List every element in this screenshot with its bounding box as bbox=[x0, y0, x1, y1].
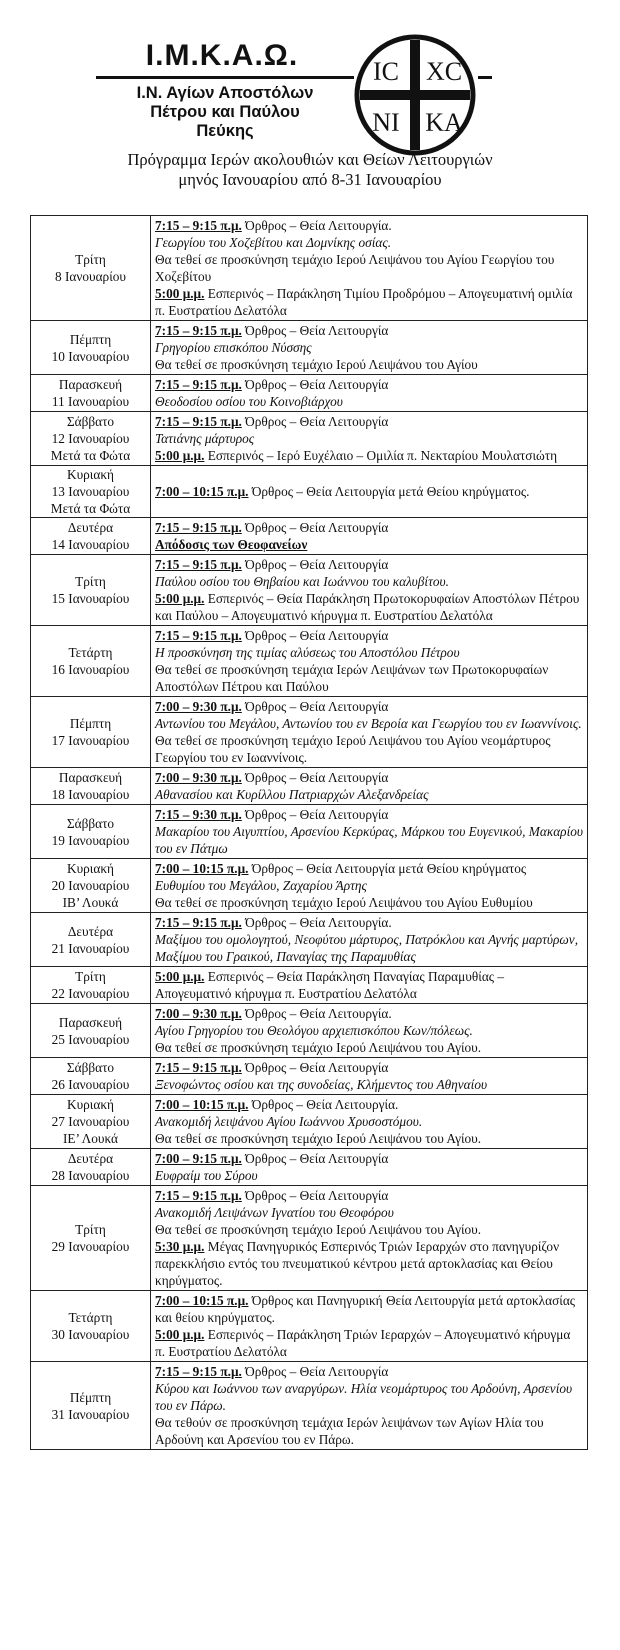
schedule-row bbox=[31, 1362, 588, 1450]
service-line bbox=[155, 1238, 583, 1289]
service-line bbox=[155, 894, 583, 911]
day-cell bbox=[31, 1186, 151, 1291]
title-line: Πρόγραμμα Ιερών ακολουθιών και Θείων Λειτουργιών bbox=[127, 150, 493, 169]
service-description: Εσπερινός – Ιερό Ευχέλαιο – Ομιλία π. Νεκταρίου Μουλατσιώτη bbox=[204, 448, 558, 463]
day-label: 22 Ιανουαρίου bbox=[51, 986, 130, 1001]
service-time: 7:00 – 9:30 π.μ. bbox=[155, 1006, 242, 1021]
services-cell bbox=[151, 466, 588, 518]
service-description: Όρθρος – Θεία Λειτουργία bbox=[241, 323, 389, 338]
service-line bbox=[155, 732, 583, 766]
feast-name: Τατιάνης μάρτυρος bbox=[155, 431, 255, 446]
service-time: 7:00 – 10:15 π.μ. bbox=[155, 1293, 249, 1308]
feast-name: Παύλου οσίου του Θηβαίου και Ιωάννου του καλυβίτου. bbox=[155, 574, 449, 589]
day-cell bbox=[31, 967, 151, 1004]
day-label: 11 Ιανουαρίου bbox=[51, 394, 130, 409]
day-cell bbox=[31, 321, 151, 375]
services-cell bbox=[151, 321, 588, 375]
service-line bbox=[155, 573, 583, 590]
service-time: 7:15 – 9:15 π.μ. bbox=[155, 377, 242, 392]
service-description: Εσπερινός – Παράκληση Τριών Ιεραρχών – Απογευματινό κήρυγμα π. Ευστρατίου Δελατόλα bbox=[155, 1327, 571, 1359]
service-time: 7:15 – 9:15 π.μ. bbox=[155, 1188, 242, 1203]
service-line bbox=[155, 1221, 583, 1238]
service-line bbox=[155, 217, 583, 234]
feast-name: Γρηγορίου επισκόπου Νύσσης bbox=[155, 340, 312, 355]
service-time: 7:15 – 9:15 π.μ. bbox=[155, 323, 242, 338]
service-note: Θα τεθούν σε προσκύνηση τεμάχια Ιερών λειψάνων των Αγίων Ηλία του Αρδούνη και Αρσενίου του εν Πάρω. bbox=[155, 1415, 544, 1447]
service-description: Όρθρος – Θεία Λειτουργία bbox=[241, 520, 389, 535]
feast-name: Αγίου Γρηγορίου του Θεολόγου αρχιεπισκόπου Κων/πόλεως. bbox=[155, 1023, 473, 1038]
service-description: Όρθρος – Θεία Λειτουργία bbox=[241, 377, 389, 392]
service-time: 5:00 μ.μ. bbox=[155, 591, 205, 606]
service-line bbox=[155, 1187, 583, 1204]
schedule-row bbox=[31, 805, 588, 859]
service-line bbox=[155, 1414, 583, 1448]
service-description: Όρθρος – Θεία Λειτουργία bbox=[241, 1188, 389, 1203]
day-cell bbox=[31, 412, 151, 466]
service-line bbox=[155, 1363, 583, 1380]
services-cell bbox=[151, 1291, 588, 1362]
day-cell bbox=[31, 1362, 151, 1450]
services-cell bbox=[151, 805, 588, 859]
service-line bbox=[155, 931, 583, 965]
service-line bbox=[155, 715, 583, 732]
schedule-title bbox=[0, 150, 620, 190]
brand-title: Ι.Μ.Κ.Α.Ω. bbox=[145, 39, 299, 72]
service-description: Όρθρος – Θεία Λειτουργία. bbox=[241, 218, 392, 233]
service-line bbox=[155, 1292, 583, 1326]
day-label: Πέμπτη bbox=[69, 716, 112, 731]
service-time: 7:00 – 9:15 π.μ. bbox=[155, 1151, 242, 1166]
day-label: 29 Ιανουαρίου bbox=[51, 1239, 130, 1254]
day-label: 16 Ιανουαρίου bbox=[51, 662, 130, 677]
service-line bbox=[155, 590, 583, 624]
day-label: Τρίτη bbox=[75, 252, 106, 267]
service-line bbox=[155, 627, 583, 644]
service-line bbox=[155, 339, 583, 356]
feast-name: Γεωργίου του Χοζεβίτου και Δομνίκης οσίας. bbox=[155, 235, 392, 250]
schedule-row bbox=[31, 1291, 588, 1362]
service-description: Όρθρος – Θεία Λειτουργία bbox=[241, 1060, 389, 1075]
service-time: 5:00 μ.μ. bbox=[155, 448, 205, 463]
service-line bbox=[155, 1096, 583, 1113]
day-label: Τρίτη bbox=[75, 1222, 106, 1237]
services-cell bbox=[151, 1004, 588, 1058]
service-description: Μέγας Πανηγυρικός Εσπερινός Τριών Ιεραρχών στο πανηγυρίζον παρεκκλήσιο εντός του πνευματικού κέντρου μετά αρτοκλασίας και Θείου κηρύγματος. bbox=[155, 1239, 560, 1288]
day-label: Τετάρτη bbox=[68, 645, 113, 660]
service-line bbox=[155, 786, 583, 803]
schedule-row bbox=[31, 1058, 588, 1095]
service-line bbox=[155, 536, 583, 553]
schedule-row bbox=[31, 697, 588, 768]
service-note: Θα τεθεί σε προσκύνηση τεμάχιο Ιερού Λειψάνου του Αγίου. bbox=[155, 1131, 482, 1146]
schedule-row bbox=[31, 466, 588, 518]
service-description: Όρθρος – Θεία Λειτουργία bbox=[241, 414, 389, 429]
services-cell bbox=[151, 768, 588, 805]
seal-ni: ΝΙ bbox=[372, 108, 400, 137]
day-label: 19 Ιανουαρίου bbox=[51, 832, 130, 848]
service-line bbox=[155, 698, 583, 715]
service-description: Όρθρος – Θεία Λειτουργία bbox=[241, 807, 389, 822]
services-cell bbox=[151, 412, 588, 466]
service-line bbox=[155, 877, 583, 894]
service-line bbox=[155, 823, 583, 857]
day-label: Τρίτη bbox=[75, 574, 106, 589]
service-note: Θα τεθεί σε προσκύνηση τεμάχιο Ιερού Λειψάνου του Αγίου νεομάρτυρος Γεωργίου του εν Ιωαννίνοις. bbox=[155, 733, 551, 765]
service-time: 7:00 – 9:30 π.μ. bbox=[155, 770, 242, 785]
church-name bbox=[96, 84, 354, 141]
service-line bbox=[155, 285, 583, 319]
day-label: 31 Ιανουαρίου bbox=[51, 1406, 130, 1422]
schedule-row bbox=[31, 412, 588, 466]
service-time: 5:00 μ.μ. bbox=[155, 969, 205, 984]
feast-name: Θεοδοσίου οσίου του Κοινοβιάρχου bbox=[155, 394, 343, 409]
day-cell bbox=[31, 216, 151, 321]
service-line bbox=[155, 413, 583, 430]
schedule-row bbox=[31, 913, 588, 967]
feast-name: Μακαρίου του Αιγυπτίου, Αρσενίου Κερκύρας, Μάρκου του Ευγενικού, Μακαρίου του εν Πάτμω bbox=[155, 824, 584, 856]
day-cell bbox=[31, 518, 151, 555]
service-time: 7:00 – 9:30 π.μ. bbox=[155, 699, 242, 714]
service-note: Θα τεθεί σε προσκύνηση τεμάχιο Ιερού Λειψάνου του Αγίου. bbox=[155, 1222, 482, 1237]
service-description: Εσπερινός – Παράκληση Τιμίου Προδρόμου – Απογευματινή ομιλία π. Ευστρατίου Δελατόλα bbox=[155, 286, 573, 318]
services-cell bbox=[151, 518, 588, 555]
day-label: Κυριακή bbox=[66, 861, 115, 876]
service-line bbox=[155, 1167, 583, 1184]
service-note: Θα τεθεί σε προσκύνηση τεμάχιο Ιερού Λειψάνου του Αγίου bbox=[155, 357, 478, 372]
day-label: Δευτέρα bbox=[67, 520, 114, 535]
service-time: 7:15 – 9:15 π.μ. bbox=[155, 520, 242, 535]
schedule-row bbox=[31, 1149, 588, 1186]
schedule-row bbox=[31, 1004, 588, 1058]
feast-name: Αθανασίου και Κυρίλλου Πατριαρχών Αλεξανδρείας bbox=[155, 787, 429, 802]
services-cell bbox=[151, 1058, 588, 1095]
day-cell bbox=[31, 697, 151, 768]
day-cell bbox=[31, 466, 151, 518]
service-line bbox=[155, 234, 583, 251]
service-line bbox=[155, 769, 583, 786]
feast-name: Μαξίμου του ομολογητού, Νεοφύτου μάρτυρος, Πατρόκλου και Αγνής μαρτύρων, Μαξίμου του Γραικού, Παναγίας της Παραμυθίας bbox=[155, 932, 579, 964]
service-description: Εσπερινός – Θεία Παράκληση Παναγίας Παραμυθίας – Απογευματινό κήρυγμα π. Ευστρατίου Δελατόλα bbox=[155, 969, 505, 1001]
service-line bbox=[155, 1039, 583, 1056]
service-line bbox=[155, 1059, 583, 1076]
service-description: Εσπερινός – Θεία Παράκληση Πρωτοκορυφαίων Αποστόλων Πέτρου και Παύλου – Απογευματινό κήρυγμα π. Ευστρατίου Δελατόλα bbox=[155, 591, 580, 623]
day-label: ΙΒ’ Λουκά bbox=[62, 895, 119, 910]
seal-ic: ΙC bbox=[373, 57, 399, 86]
ic-xc-nika-cross-icon bbox=[352, 32, 478, 158]
service-line bbox=[155, 430, 583, 447]
header bbox=[0, 0, 620, 205]
services-cell bbox=[151, 555, 588, 626]
feast-name: Η προσκύνηση της τιμίας αλύσεως του Αποστόλου Πέτρου bbox=[155, 645, 460, 660]
service-line bbox=[155, 356, 583, 373]
day-label: 25 Ιανουαρίου bbox=[51, 1031, 130, 1047]
service-description: Όρθρος – Θεία Λειτουργία. bbox=[241, 915, 392, 930]
day-label: 15 Ιανουαρίου bbox=[51, 591, 130, 606]
service-description: Όρθρος και Πανηγυρική Θεία Λειτουργία μετά αρτοκλασίας και θείου κηρύγματος. bbox=[155, 1293, 576, 1325]
service-line bbox=[155, 519, 583, 536]
schedule-row bbox=[31, 216, 588, 321]
day-label: 21 Ιανουαρίου bbox=[51, 940, 130, 956]
feast-name: Ανακομιδή λειψάνου Αγίου Ιωάννου Χρυσοστόμου. bbox=[155, 1114, 423, 1129]
service-line bbox=[155, 447, 583, 464]
service-description: Όρθρος – Θεία Λειτουργία μετά Θείου κηρύγματος. bbox=[248, 484, 530, 499]
services-cell bbox=[151, 1095, 588, 1149]
day-label: Δευτέρα bbox=[67, 1151, 114, 1166]
service-line bbox=[155, 1380, 583, 1414]
day-cell bbox=[31, 913, 151, 967]
feast-name: Ξενοφώντος οσίου και της συνοδείας, Κλήμεντος του Αθηναίου bbox=[155, 1077, 488, 1092]
day-label: 20 Ιανουαρίου bbox=[51, 878, 130, 893]
day-label: Πέμπτη bbox=[69, 1389, 112, 1405]
service-line bbox=[155, 251, 583, 285]
day-label: Μετά τα Φώτα bbox=[50, 501, 131, 516]
day-label: 30 Ιανουαρίου bbox=[51, 1327, 130, 1342]
services-cell bbox=[151, 1186, 588, 1291]
service-line bbox=[155, 376, 583, 393]
service-time: 5:00 μ.μ. bbox=[155, 286, 205, 301]
services-cell bbox=[151, 697, 588, 768]
day-cell bbox=[31, 859, 151, 913]
service-note: Θα τεθεί σε προσκύνηση τεμάχια Ιερών Λειψάνων των Πρωτοκορυφαίων Αποστόλων Πέτρου και Παύλου bbox=[155, 662, 549, 694]
service-time: 7:15 – 9:30 π.μ. bbox=[155, 807, 242, 822]
day-label: 26 Ιανουαρίου bbox=[51, 1077, 130, 1092]
day-cell bbox=[31, 1149, 151, 1186]
service-description: Όρθρος – Θεία Λειτουργία bbox=[241, 557, 389, 572]
service-time: 7:00 – 10:15 π.μ. bbox=[155, 861, 249, 876]
service-line bbox=[155, 1005, 583, 1022]
service-time: 7:15 – 9:15 π.μ. bbox=[155, 628, 242, 643]
day-label: Μετά τα Φώτα bbox=[50, 448, 131, 463]
service-line bbox=[155, 1130, 583, 1147]
service-line bbox=[155, 661, 583, 695]
service-time: 7:00 – 10:15 π.μ. bbox=[155, 484, 249, 499]
day-cell bbox=[31, 1291, 151, 1362]
service-description: Όρθρος – Θεία Λειτουργία bbox=[241, 1364, 389, 1379]
schedule-row bbox=[31, 1186, 588, 1291]
service-time: 7:15 – 9:15 π.μ. bbox=[155, 915, 242, 930]
schedule-row bbox=[31, 375, 588, 412]
schedule-table bbox=[30, 215, 588, 1450]
schedule-row bbox=[31, 626, 588, 697]
day-label: Σάββατο bbox=[66, 815, 115, 831]
schedule-row bbox=[31, 321, 588, 375]
services-cell bbox=[151, 216, 588, 321]
schedule-row bbox=[31, 967, 588, 1004]
day-label: 13 Ιανουαρίου bbox=[51, 484, 130, 499]
day-label: 28 Ιανουαρίου bbox=[51, 1168, 130, 1183]
day-label: Τετάρτη bbox=[68, 1310, 113, 1325]
schedule-row bbox=[31, 1095, 588, 1149]
service-line bbox=[155, 1204, 583, 1221]
service-line bbox=[155, 322, 583, 339]
services-cell bbox=[151, 859, 588, 913]
day-cell bbox=[31, 768, 151, 805]
service-line bbox=[155, 860, 583, 877]
day-label: 12 Ιανουαρίου bbox=[51, 431, 130, 446]
service-line bbox=[155, 806, 583, 823]
day-label: 14 Ιανουαρίου bbox=[51, 537, 130, 552]
day-label: Παρασκευή bbox=[58, 770, 123, 785]
feast-name: Ανακομιδή Λειψάνων Ιγνατίου του Θεοφόρου bbox=[155, 1205, 394, 1220]
day-cell bbox=[31, 375, 151, 412]
services-cell bbox=[151, 1362, 588, 1450]
service-description: Όρθρος – Θεία Λειτουργία bbox=[241, 1151, 389, 1166]
day-label: 10 Ιανουαρίου bbox=[51, 348, 130, 364]
service-line bbox=[155, 1076, 583, 1093]
day-label: Τρίτη bbox=[75, 969, 106, 984]
day-label: Σάββατο bbox=[66, 414, 115, 429]
day-label: Πέμπτη bbox=[69, 331, 112, 347]
service-line bbox=[155, 556, 583, 573]
day-cell bbox=[31, 626, 151, 697]
day-label: 18 Ιανουαρίου bbox=[51, 787, 130, 802]
day-label: Σάββατο bbox=[66, 1060, 115, 1075]
service-line bbox=[155, 1022, 583, 1039]
day-label: Παρασκευή bbox=[58, 1014, 123, 1030]
church-line: Πεύκης bbox=[196, 122, 254, 140]
feast-name: Ευθυμίου του Μεγάλου, Ζαχαρίου Άρτης bbox=[155, 878, 367, 893]
day-cell bbox=[31, 1004, 151, 1058]
day-label: Κυριακή bbox=[66, 467, 115, 482]
service-note: Θα τεθεί σε προσκύνηση τεμάχιο Ιερού Λειψάνου του Αγίου Ευθυμίου bbox=[155, 895, 533, 910]
seal-xc: ΧC bbox=[425, 57, 463, 86]
service-note: Απόδοσις των Θεοφανείων bbox=[155, 537, 308, 552]
services-cell bbox=[151, 626, 588, 697]
service-description: Όρθρος – Θεία Λειτουργία μετά Θείου κηρύγματος bbox=[248, 861, 527, 876]
day-label: Κυριακή bbox=[66, 1097, 115, 1112]
feast-name: Αντωνίου του Μεγάλου, Αντωνίου του εν Βεροία και Γεωργίου του εν Ιωαννίνοις. bbox=[155, 716, 582, 731]
service-line bbox=[155, 644, 583, 661]
service-line bbox=[155, 393, 583, 410]
schedule-body bbox=[31, 216, 588, 1450]
services-cell bbox=[151, 967, 588, 1004]
day-cell bbox=[31, 1058, 151, 1095]
brand-underline bbox=[96, 76, 354, 79]
schedule-row bbox=[31, 555, 588, 626]
day-cell bbox=[31, 805, 151, 859]
day-cell bbox=[31, 1095, 151, 1149]
title-line: μηνός Ιανουαρίου από 8-31 Ιανουαρίου bbox=[178, 170, 442, 189]
church-line: Ι.Ν. Αγίων Αποστόλων bbox=[136, 84, 314, 102]
service-time: 7:15 – 9:15 π.μ. bbox=[155, 1060, 242, 1075]
service-time: 7:15 – 9:15 π.μ. bbox=[155, 1364, 242, 1379]
service-note: Θα τεθεί σε προσκύνηση τεμάχιο Ιερού Λειψάνου του Αγίου Γεωργίου του Χοζεβίτου bbox=[155, 252, 555, 284]
schedule-row bbox=[31, 859, 588, 913]
services-cell bbox=[151, 1149, 588, 1186]
service-time: 5:30 μ.μ. bbox=[155, 1239, 205, 1254]
schedule-row bbox=[31, 768, 588, 805]
seal-side-rule bbox=[478, 76, 492, 79]
church-line: Πέτρου και Παύλου bbox=[150, 103, 300, 121]
day-label: 17 Ιανουαρίου bbox=[51, 733, 130, 748]
service-description: Όρθρος – Θεία Λειτουργία bbox=[241, 770, 389, 785]
service-time: 7:00 – 10:15 π.μ. bbox=[155, 1097, 249, 1112]
services-cell bbox=[151, 375, 588, 412]
day-label: 8 Ιανουαρίου bbox=[54, 269, 127, 284]
day-label: 27 Ιανουαρίου bbox=[51, 1114, 130, 1129]
service-time: 5:00 μ.μ. bbox=[155, 1327, 205, 1342]
service-line bbox=[155, 483, 583, 500]
service-line bbox=[155, 1113, 583, 1130]
service-description: Όρθρος – Θεία Λειτουργία bbox=[241, 628, 389, 643]
service-line bbox=[155, 914, 583, 931]
service-time: 7:15 – 9:15 π.μ. bbox=[155, 414, 242, 429]
feast-name: Ευφραίμ του Σύρου bbox=[155, 1168, 258, 1183]
service-line bbox=[155, 968, 583, 1002]
seal-ka: ΚΑ bbox=[425, 108, 463, 137]
service-description: Όρθρος – Θεία Λειτουργία. bbox=[241, 1006, 392, 1021]
service-time: 7:15 – 9:15 π.μ. bbox=[155, 557, 242, 572]
services-cell bbox=[151, 913, 588, 967]
day-cell bbox=[31, 555, 151, 626]
service-description: Όρθρος – Θεία Λειτουργία. bbox=[248, 1097, 399, 1112]
service-note: Θα τεθεί σε προσκύνηση τεμάχιο Ιερού Λειψάνου του Αγίου. bbox=[155, 1040, 482, 1055]
service-description: Όρθρος – Θεία Λειτουργία bbox=[241, 699, 389, 714]
service-line bbox=[155, 1150, 583, 1167]
service-line bbox=[155, 1326, 583, 1360]
schedule-row bbox=[31, 518, 588, 555]
day-label: Παρασκευή bbox=[58, 377, 123, 392]
day-label: Δευτέρα bbox=[67, 923, 114, 939]
feast-name: Κύρου και Ιωάννου των αναργύρων. Ηλία νεομάρτυρος του Αρδούνη, Αρσενίου του εν Πάρω. bbox=[155, 1381, 573, 1413]
service-time: 7:15 – 9:15 π.μ. bbox=[155, 218, 242, 233]
day-label: ΙΕ’ Λουκά bbox=[62, 1131, 118, 1146]
